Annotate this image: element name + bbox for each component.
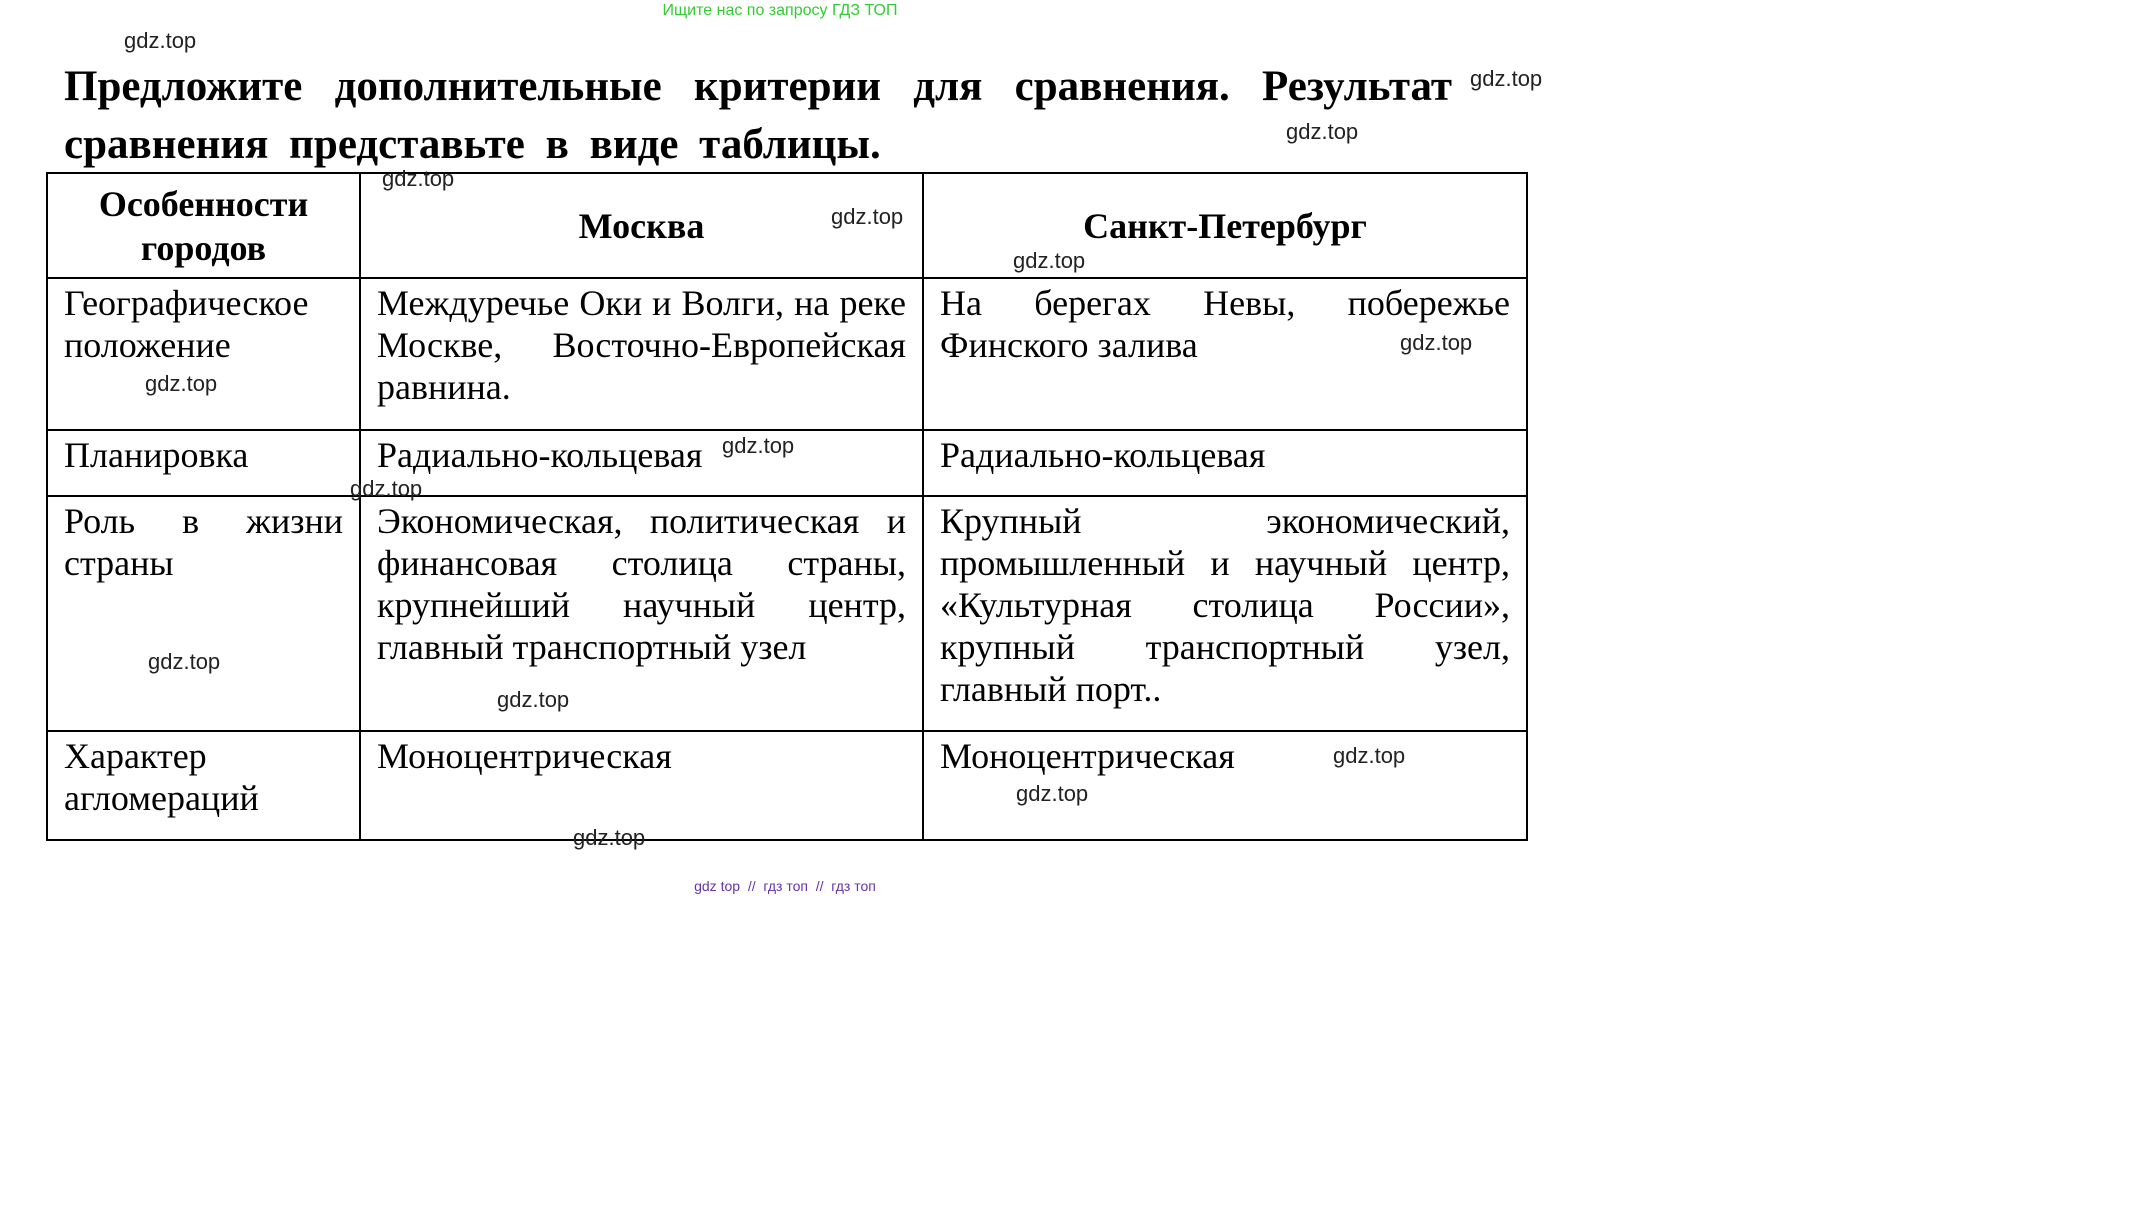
footer-links[interactable]: gdz top // гдз топ // гдз топ: [694, 878, 876, 894]
moscow-cell: Моноцентрическая: [360, 731, 923, 840]
watermark: gdz.top: [124, 28, 197, 53]
spb-cell: Моноцентрическая: [923, 731, 1527, 840]
task-heading: Предложите дополнительные критерии для сравнения. Результат сравнения представьте в виде таблицы.: [64, 63, 1452, 168]
comparison-table: [46, 172, 1528, 841]
watermark: gdz.top: [1400, 330, 1473, 355]
table-header-row: [47, 173, 1527, 278]
table-row: [47, 496, 1527, 731]
top-banner-link[interactable]: Ищите нас по запросу ГДЗ ТОП: [662, 2, 898, 19]
table-row: [47, 731, 1527, 840]
watermark: gdz.top: [722, 433, 795, 458]
spb-cell: Радиально-кольцевая: [923, 430, 1527, 496]
spb-cell: Крупный экономический, промышленный и научный центр, «Культурная столица России», крупный транспортный узел, главный порт..: [923, 496, 1527, 731]
header-spb: Санкт-Петербург: [923, 173, 1527, 278]
moscow-cell: Экономическая, политическая и финансовая столица страны, крупнейший научный центр, главный транспортный узел: [360, 496, 923, 731]
row-feature: Характер агломераций: [47, 731, 360, 840]
row-feature: Географическое положение: [47, 278, 360, 430]
moscow-cell: Междуречье Оки и Волги, на реке Москве, Восточно-Европейская равнина.: [360, 278, 923, 430]
header-moscow: Москва: [360, 173, 923, 278]
watermark: gdz.top: [1470, 66, 1543, 91]
watermark: gdz.top: [350, 476, 423, 501]
header-features: Особенности городов: [47, 173, 360, 278]
row-feature: Планировка: [47, 430, 360, 496]
watermark: gdz.top: [382, 166, 455, 191]
moscow-cell: Радиально-кольцевая: [360, 430, 923, 496]
watermark: gdz.top: [1016, 781, 1089, 806]
table-row: [47, 278, 1527, 430]
spb-cell: На берегах Невы, побережье Финского залива: [923, 278, 1527, 430]
watermark: gdz.top: [145, 371, 218, 396]
watermark: gdz.top: [1333, 743, 1406, 768]
watermark: gdz.top: [831, 204, 904, 229]
watermark: gdz.top: [148, 649, 221, 674]
watermark: gdz.top: [1286, 119, 1359, 144]
watermark: gdz.top: [497, 687, 570, 712]
watermark: gdz.top: [1013, 248, 1086, 273]
watermark: gdz.top: [573, 825, 646, 850]
row-feature: Роль в жизни страны: [47, 496, 360, 731]
